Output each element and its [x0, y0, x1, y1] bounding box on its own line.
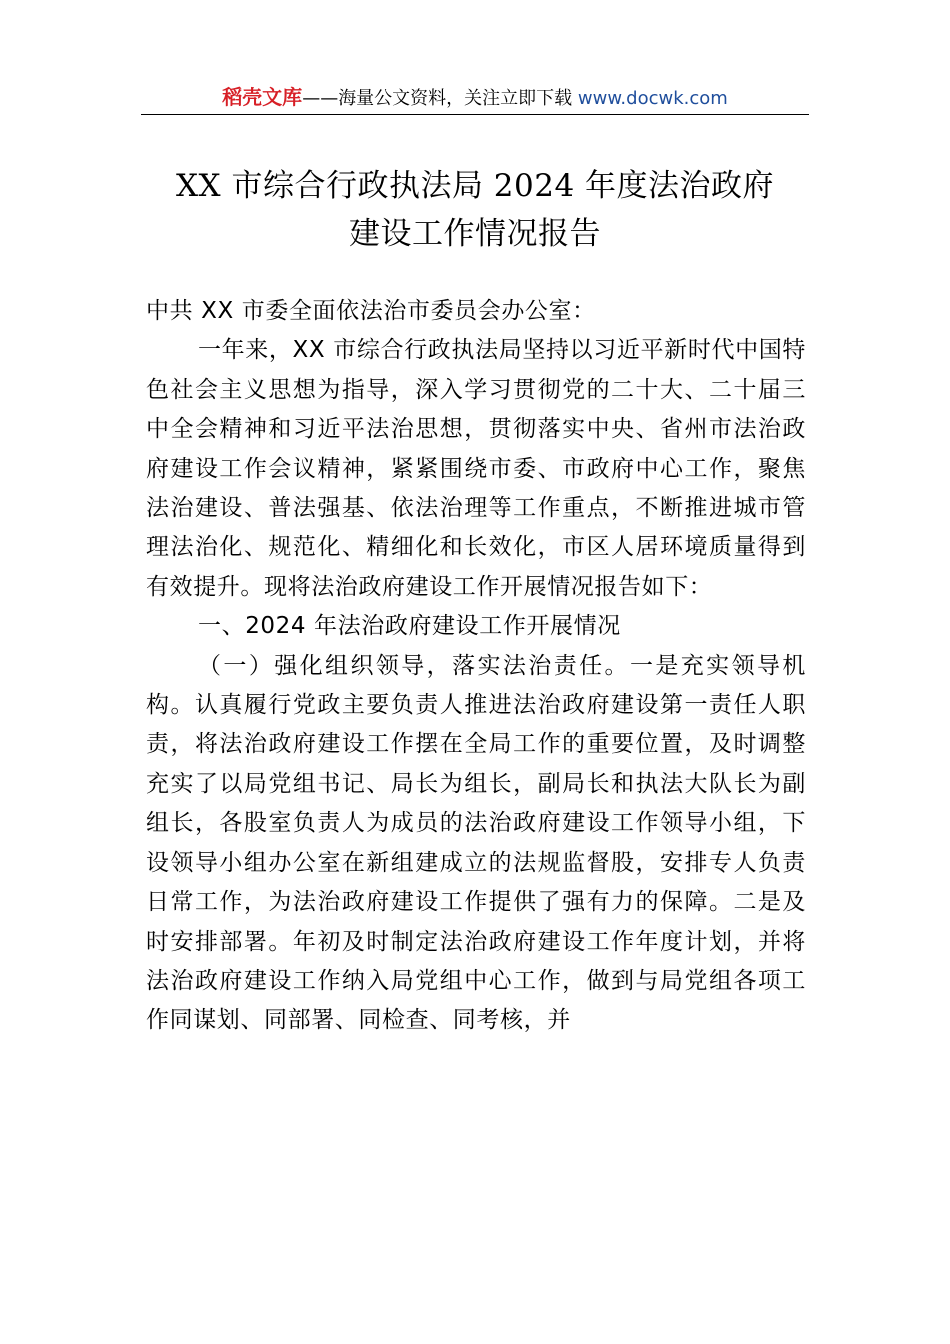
page-header [141, 84, 809, 114]
paragraph-section-1: （一）强化组织领导，落实法治责任。一是充实领导机构。认真履行党政主要负责人推进法治政府建设第一责任人职责，将法治政府建设工作摆在全局工作的重要位置，及时调整充实了以局党组书记、局长为组长，副局长和执法大队长为副组长，各股室负责人为成员的法治政府建设工作领导小组，下设领导小组办公室在新组建成立的法规监督股，安排专人负责日常工作，为法治政府建设工作提供了强有力的保障。二是及时安排部署。年初及时制定法治政府建设工作年度计划，并将法治政府建设工作纳入局党组中心工作，做到与局党组各项工作同谋划、同部署、同检查、同考核，并 [146, 652, 806, 1034]
header-url-link[interactable]: www.docwk.com [577, 88, 728, 109]
document-title [120, 162, 830, 258]
paragraph-intro: 一年来，XX 市综合行政执法局坚持以习近平新时代中国特色社会主义思想为指导，深入学习贯彻党的二十大、二十届三中全会精神和习近平法治思想，贯彻落实中央、省州市法治政府建设工作会议精神，紧紧围绕市委、市政府中心工作，聚焦法治建设、普法强基、依法治理等工作重点，不断推进城市管理法治化、规范化、精细化和长效化，市区人居环境质量得到有效提升。现将法治政府建设工作开展情况报告如下： [146, 337, 806, 600]
title-line-1: XX 市综合行政执法局 2024 年度法治政府 [175, 168, 775, 204]
title-line-2: 建设工作情况报告 [349, 216, 601, 252]
header-divider [141, 114, 809, 115]
header-brand: 稻壳文库 [222, 85, 303, 109]
salutation: 中共 XX 市委全面依法治市委员会办公室： [146, 298, 596, 324]
document-body [146, 292, 806, 1041]
section-heading: 一、2024 年法治政府建设工作开展情况 [198, 613, 621, 640]
header-tagline: ——海量公文资料，关注立即下载 [302, 88, 578, 109]
